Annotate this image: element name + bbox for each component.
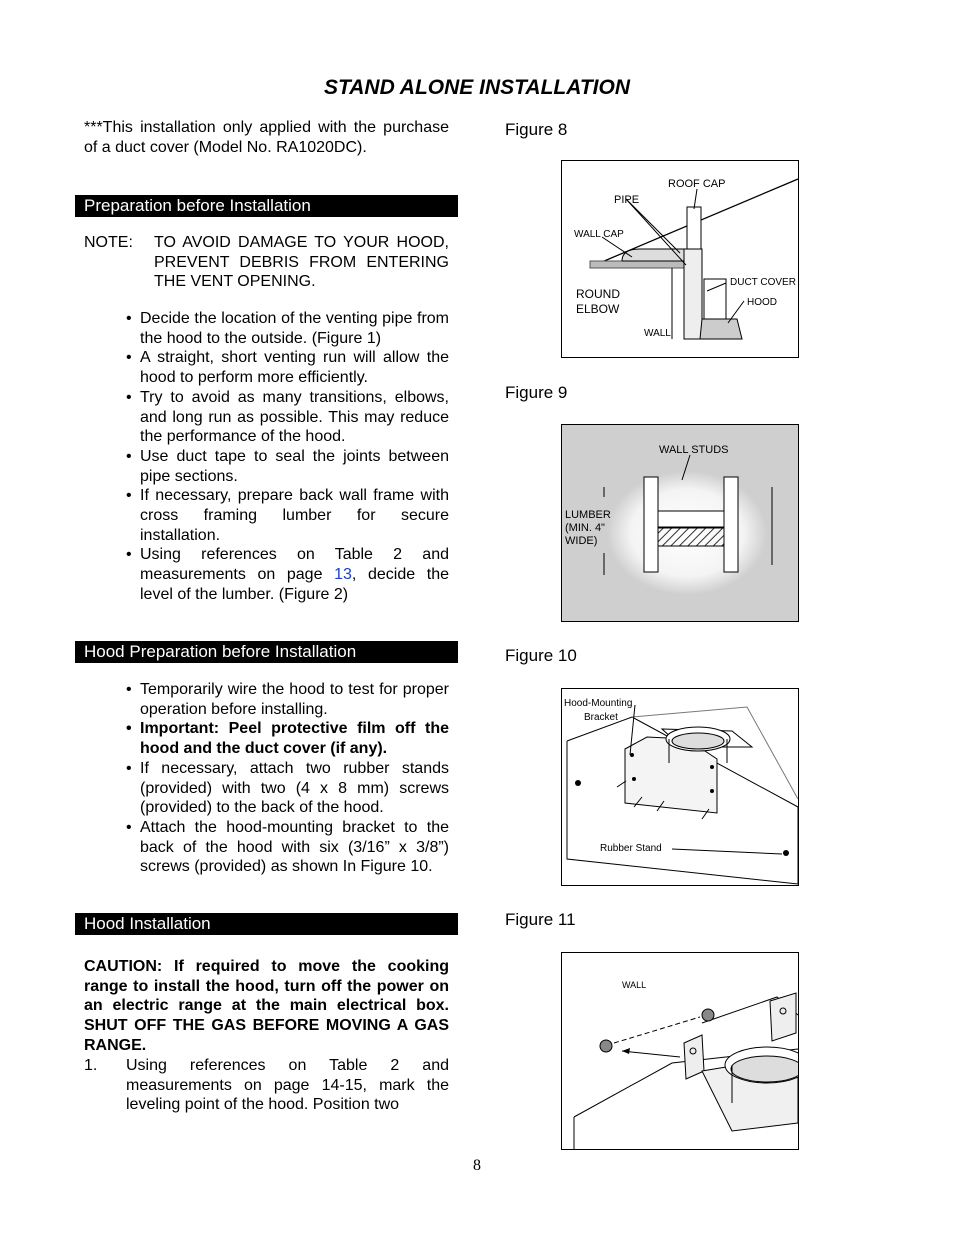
rubber-stand-label: Rubber Stand — [600, 843, 662, 854]
section-heading-hood-installation: Hood Installation — [75, 913, 458, 935]
section-heading-hood-preparation: Hood Preparation before Installation — [75, 641, 458, 663]
note-block — [84, 233, 449, 292]
list-item: • Temporarily wire the hood to test for proper operation before installing. — [126, 680, 449, 719]
hood-label: HOOD — [747, 297, 777, 308]
figure-8-label: Figure 8 — [505, 120, 568, 139]
step-number: 1. — [84, 1057, 98, 1074]
preparation-list — [126, 309, 449, 605]
list-item: • If necessary, attach two rubber stands (provided) with two (4 x 8 mm) screws (provided) to the back of the hood. — [126, 759, 449, 818]
figure-11-label: Figure 11 — [505, 910, 576, 929]
list-item-text: Using references on Table 2 and measurements on page — [140, 546, 449, 584]
figure-11-image — [561, 952, 799, 1150]
step-1 — [84, 1056, 449, 1115]
section-heading-preparation: Preparation before Installation — [75, 195, 458, 217]
figure-10-image — [561, 688, 799, 886]
list-item: • If necessary, prepare back wall frame with cross framing lumber for secure installation. — [126, 486, 449, 545]
intro-text: ***This installation only applied with the purchase of a duct cover (Model No. RA1020DC). — [84, 119, 449, 156]
list-item: • Use duct tape to seal the joints between pipe sections. — [126, 447, 449, 486]
note-text: TO AVOID DAMAGE TO YOUR HOOD, PREVENT DEBRIS FROM ENTERING THE VENT OPENING. — [154, 234, 449, 291]
elbow-label: ELBOW — [576, 302, 620, 316]
lumber-min-label: (MIN. 4" — [565, 522, 605, 534]
page-number: 8 — [473, 1157, 481, 1174]
note-label: NOTE: — [84, 234, 133, 251]
duct-cover-label: DUCT COVER — [730, 277, 796, 288]
venting-diagram-icon — [562, 161, 799, 358]
pipe-label: PIPE — [614, 194, 640, 206]
page-link[interactable]: 13 — [334, 566, 352, 584]
wall-cap-label: WALL CAP — [574, 229, 624, 240]
list-item: • Attach the hood-mounting bracket to the back of the hood with six (3/16” x 3/8”) screws (provided) as shown In Figure 10. — [126, 818, 449, 877]
lumber-wide-label: WIDE) — [565, 535, 598, 547]
lumber-label: LUMBER — [565, 509, 611, 521]
list-item: • A straight, short venting run will allow the hood to perform more efficiently. — [126, 348, 449, 387]
step-text: Using references on Table 2 and measurements on page 14-15, mark the leveling point of the hood. Position two — [126, 1057, 449, 1114]
bracket-label-line1: Hood-Mounting — [564, 698, 633, 709]
list-item-text: , decide the level of the lumber. (Figure 2) — [140, 566, 450, 603]
list-item: • Try to avoid as many transitions, elbows, and long run as possible. This may reduce the performance of the hood. — [126, 388, 449, 447]
list-item: • Important: Peel protective film off the hood and the duct cover (if any). — [126, 719, 449, 758]
round-label: ROUND — [576, 287, 620, 301]
hood-bracket-diagram-icon — [562, 689, 799, 886]
hood-preparation-list — [126, 680, 449, 877]
wall-studs-label: WALL STUDS — [659, 444, 729, 456]
figure-9-label: Figure 9 — [505, 383, 568, 402]
list-item — [126, 545, 449, 604]
roof-cap-label: ROOF CAP — [668, 178, 726, 190]
wall-label: WALL — [644, 328, 671, 339]
figure-9-image — [561, 424, 799, 622]
hood-wall-mount-diagram-icon — [562, 953, 799, 1150]
list-item: • Decide the location of the venting pipe from the hood to the outside. (Figure 1) — [126, 309, 449, 348]
caution-text: CAUTION: If required to move the cooking range to install the hood, turn off the power on an electric range at the main electrical box. SHUT OFF THE GAS BEFORE MOVING A GAS RANGE. — [84, 958, 449, 1054]
wall-studs-diagram-icon — [562, 425, 799, 622]
wall-label: WALL — [622, 980, 647, 990]
figure-10-label: Figure 10 — [505, 646, 577, 665]
figure-8-image — [561, 160, 799, 358]
page-title: STAND ALONE INSTALLATION — [323, 76, 631, 99]
bracket-label-line2: Bracket — [584, 712, 618, 723]
